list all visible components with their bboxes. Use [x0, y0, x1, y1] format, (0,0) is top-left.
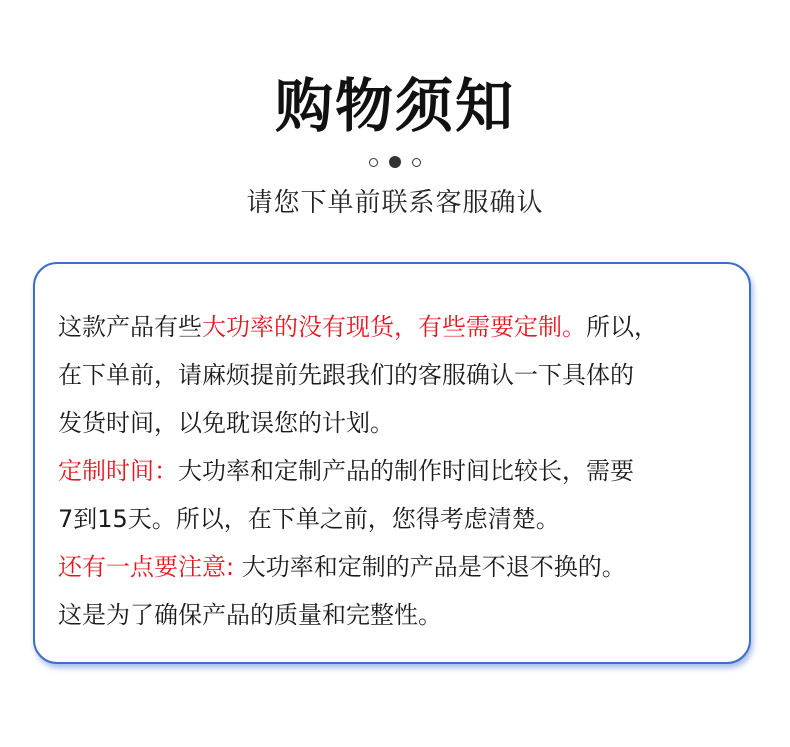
- notice-para1-highlight: 大功率的没有现货，有些需要定制。: [202, 313, 586, 341]
- page-title: 购物须知: [274, 72, 515, 140]
- notice-line-5: 7到15天。所以，在下单之前，您得考虑清楚。: [58, 505, 560, 533]
- dot-right: [412, 158, 421, 167]
- attention-text: 大功率和定制的产品是不退不换的。: [234, 553, 626, 581]
- notice-content: [58, 303, 748, 639]
- page-subtitle: 请您下单前联系客服确认: [246, 188, 544, 218]
- dot-center-active: [389, 156, 401, 168]
- notice-line-2: 在下单前，请麻烦提前先跟我们的客服确认一下具体的: [58, 361, 634, 389]
- notice-line-3: 发货时间，以免耽误您的计划。: [58, 409, 394, 437]
- custom-time-text: 大功率和定制产品的制作时间比较长，需要: [178, 457, 634, 485]
- dot-indicator: [0, 155, 790, 169]
- notice-line-1: [58, 303, 748, 351]
- custom-time-label: 定制时间：: [58, 457, 178, 485]
- notice-para1-tail: 所以，: [586, 313, 658, 341]
- notice-line-4: [58, 447, 748, 495]
- notice-line-6: [58, 543, 748, 591]
- attention-label: 还有一点要注意:: [58, 553, 235, 581]
- notice-line-7: 这是为了确保产品的质量和完整性。: [58, 601, 442, 629]
- dot-left: [369, 158, 378, 167]
- notice-para1-lead: 这款产品有些: [58, 313, 202, 341]
